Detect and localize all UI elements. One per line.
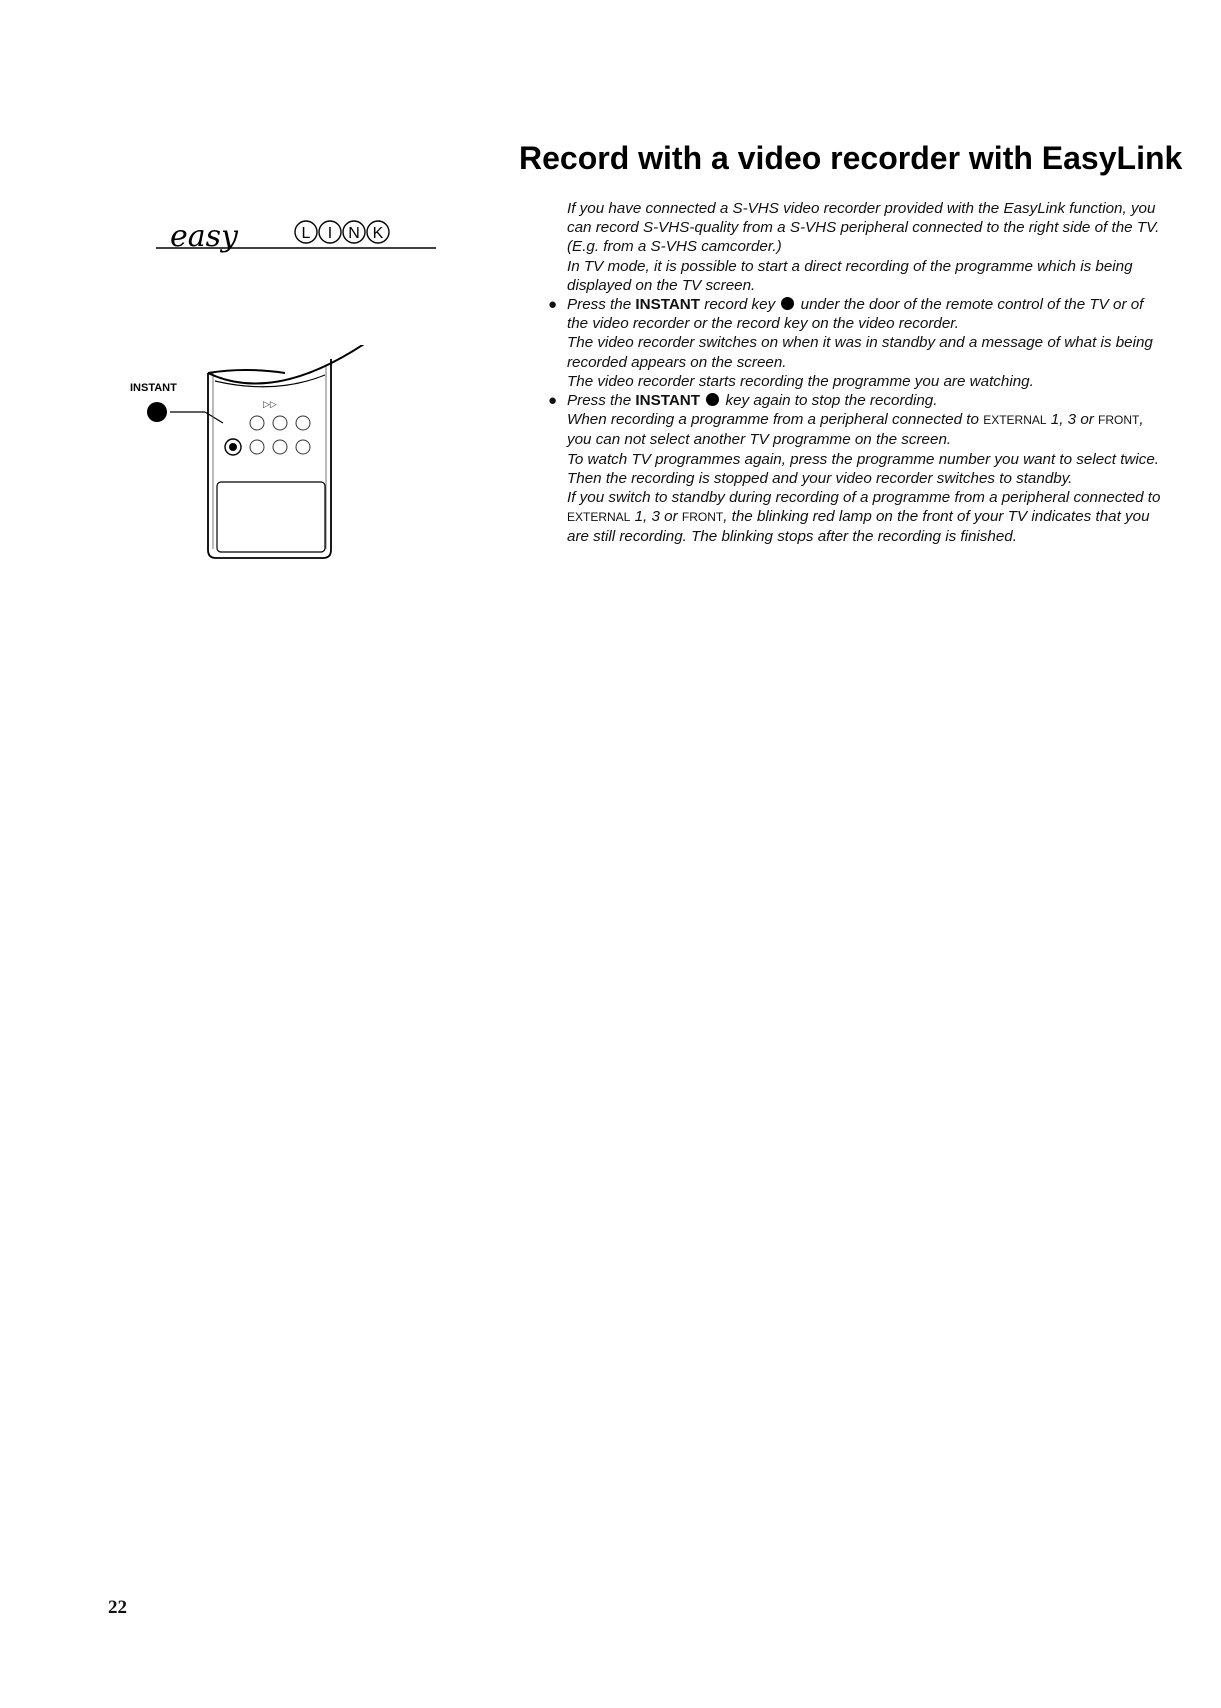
instant-key-label: INSTANT [635, 296, 701, 314]
page-number: 22 [108, 1597, 127, 1618]
logo-letter-k: K [372, 225, 384, 242]
instant-key-label: INSTANT [635, 392, 701, 410]
external-label: EXTERNAL [983, 413, 1047, 428]
body-text [548, 199, 1167, 547]
watch-paragraph: To watch TV programmes again, press the programme number you want to select twice. Then the recording is stopped and your video recorder switches to standby. [567, 450, 1160, 487]
logo-letter-circles [295, 221, 389, 243]
svg-text:▷▷: ▷▷ [263, 399, 277, 409]
logo-script: easy [170, 219, 238, 254]
logo-letter-l: L [301, 225, 311, 242]
bullet-text: Press the [567, 392, 636, 410]
bullet-item [548, 391, 1167, 410]
bullet-icon: ● [548, 392, 558, 410]
page-title: Record with a video recorder with EasyLink [519, 140, 1183, 176]
paragraph-text: If you switch to standby during recording of a programme from a peripheral connected to [567, 489, 1161, 507]
paragraph-text: 1, 3 or [1046, 411, 1099, 429]
instant-record-dot-icon [147, 402, 167, 422]
bullet-text: Press the [567, 296, 636, 314]
remote-control-icon [125, 345, 385, 575]
front-label: FRONT [1098, 413, 1140, 428]
intro-paragraph: If you have connected a S-VHS video recorder provided with the EasyLink function, you can record S-VHS-quality from a S-VHS peripheral connected to the right side of the TV. (E.g. from a S-VHS camcorder.) [567, 200, 1160, 256]
instant-label: INSTANT [130, 382, 177, 394]
paragraph-text: , you can not select another TV programme on the screen. [567, 411, 1144, 449]
record-dot-icon [781, 297, 794, 310]
external-label: EXTERNAL [567, 510, 631, 525]
bullet-item [548, 295, 1167, 333]
bullet-text: under the door of the remote control of the TV or of the video recorder or the record key on the video recorder. [567, 296, 1144, 333]
paragraph-text: 1, 3 or [630, 508, 682, 526]
paragraph-text: , the blinking red lamp on the front of your TV indicates that you are still recording. The blinking stops after the recording is finished. [567, 508, 1150, 546]
peripheral-paragraph [567, 410, 1167, 449]
bullet-icon: ● [548, 296, 558, 314]
standby-paragraph [567, 488, 1167, 547]
record-dot-icon [706, 393, 719, 406]
bullet-text: key again to stop the recording. [721, 392, 938, 410]
bullet-text: record key [700, 296, 776, 314]
logo-letter-i: I [327, 225, 333, 242]
paragraph-text: When recording a programme from a peripheral connected to [567, 411, 984, 429]
easylink-logo [150, 212, 440, 272]
front-label: FRONT [681, 510, 724, 525]
bullet-detail: The video recorder starts recording the programme you are watching. [567, 372, 1034, 390]
tv-mode-paragraph: In TV mode, it is possible to start a direct recording of the programme which is being displayed on the TV screen. [567, 257, 1133, 294]
bullet-detail: The video recorder switches on when it was in standby and a message of what is being recorded appears on the screen. [567, 334, 1153, 371]
logo-letter-n: N [348, 225, 360, 242]
